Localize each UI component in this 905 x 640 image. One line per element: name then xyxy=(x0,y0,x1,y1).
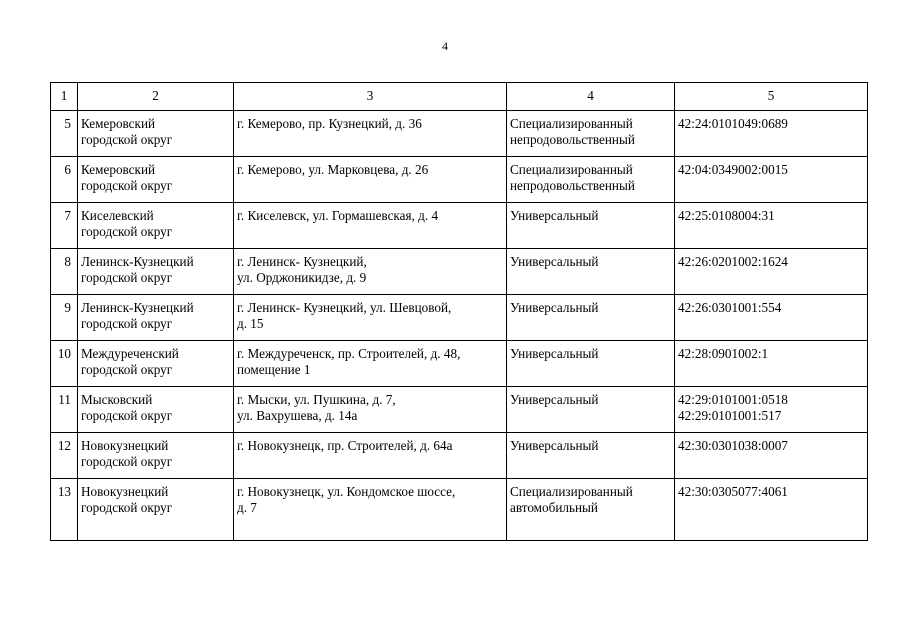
district-cell xyxy=(78,295,234,341)
cadastral-number-line: 42:04:0349002:0015 xyxy=(678,162,788,177)
market-type-cell xyxy=(507,341,675,387)
cadastral-number-line: 42:26:0201002:1624 xyxy=(678,254,788,269)
address-cell xyxy=(234,203,507,249)
cadastral-number-cell xyxy=(675,479,868,541)
district-line: Киселевский xyxy=(81,208,154,223)
row-number-cell: 7 xyxy=(51,203,78,249)
market-type-cell xyxy=(507,433,675,479)
row-number-cell: 11 xyxy=(51,387,78,433)
market-type-cell xyxy=(507,157,675,203)
header-cell: 1 xyxy=(51,83,78,111)
address-cell xyxy=(234,157,507,203)
cadastral-number-line: 42:25:0108004:31 xyxy=(678,208,775,223)
district-cell xyxy=(78,157,234,203)
markets-table xyxy=(50,82,868,541)
cadastral-number-line: 42:30:0301038:0007 xyxy=(678,438,788,453)
district-line: городской округ xyxy=(81,316,173,331)
cadastral-number-line: 42:29:0101001:517 xyxy=(678,408,782,423)
cadastral-number-line: 42:30:0305077:4061 xyxy=(678,484,788,499)
address-cell xyxy=(234,387,507,433)
district-line: Кемеровский xyxy=(81,116,156,131)
cadastral-number-line: 42:28:0901002:1 xyxy=(678,346,769,361)
address-line: г. Кемерово, пр. Кузнецкий, д. 36 xyxy=(237,116,422,131)
address-cell xyxy=(234,249,507,295)
row-number-cell: 13 xyxy=(51,479,78,541)
district-line: Новокузнецкий xyxy=(81,484,169,499)
table-row xyxy=(51,249,868,295)
market-type-line: непродовольственный xyxy=(510,178,635,193)
market-type-line: Универсальный xyxy=(510,346,599,361)
district-line: Кемеровский xyxy=(81,162,156,177)
market-type-cell xyxy=(507,249,675,295)
row-number-cell: 8 xyxy=(51,249,78,295)
district-line: городской округ xyxy=(81,224,173,239)
address-line: г. Киселевск, ул. Гормашевская, д. 4 xyxy=(237,208,439,223)
cadastral-number-line: 42:29:0101001:0518 xyxy=(678,392,788,407)
cadastral-number-cell xyxy=(675,387,868,433)
address-line: г. Новокузнецк, ул. Кондомское шоссе, xyxy=(237,484,456,499)
table-row xyxy=(51,387,868,433)
address-cell xyxy=(234,479,507,541)
market-type-line: автомобильный xyxy=(510,500,598,515)
address-line: г. Междуреченск, пр. Строителей, д. 48, xyxy=(237,346,461,361)
address-cell xyxy=(234,433,507,479)
page-number: 4 xyxy=(442,39,448,53)
market-type-line: непродовольственный xyxy=(510,132,635,147)
header-cell: 2 xyxy=(78,83,234,111)
table-row xyxy=(51,157,868,203)
cadastral-number-cell xyxy=(675,341,868,387)
table-row xyxy=(51,111,868,157)
address-line: ул. Вахрушева, д. 14а xyxy=(237,408,358,423)
table-row xyxy=(51,479,868,541)
market-type-cell xyxy=(507,387,675,433)
district-line: Ленинск-Кузнецкий xyxy=(81,254,194,269)
district-cell xyxy=(78,341,234,387)
address-line: г. Мыски, ул. Пушкина, д. 7, xyxy=(237,392,396,407)
cadastral-number-cell xyxy=(675,295,868,341)
cadastral-number-line: 42:24:0101049:0689 xyxy=(678,116,788,131)
market-type-cell xyxy=(507,111,675,157)
address-cell xyxy=(234,295,507,341)
header-cell: 5 xyxy=(675,83,868,111)
market-type-cell xyxy=(507,479,675,541)
district-cell xyxy=(78,249,234,295)
district-cell xyxy=(78,387,234,433)
market-type-line: Универсальный xyxy=(510,208,599,223)
district-cell xyxy=(78,111,234,157)
address-cell xyxy=(234,341,507,387)
market-type-line: Универсальный xyxy=(510,438,599,453)
market-type-cell xyxy=(507,203,675,249)
table-row xyxy=(51,203,868,249)
market-type-line: Специализированный xyxy=(510,162,633,177)
market-type-cell xyxy=(507,295,675,341)
cadastral-number-cell xyxy=(675,249,868,295)
cadastral-number-cell xyxy=(675,433,868,479)
cadastral-number-cell xyxy=(675,111,868,157)
district-line: городской округ xyxy=(81,408,173,423)
market-type-line: Специализированный xyxy=(510,116,633,131)
district-line: Междуреченский xyxy=(81,346,179,361)
cadastral-number-cell xyxy=(675,157,868,203)
address-line: г. Ленинск- Кузнецкий, xyxy=(237,254,367,269)
cadastral-number-cell xyxy=(675,203,868,249)
row-number-cell: 6 xyxy=(51,157,78,203)
district-cell xyxy=(78,479,234,541)
address-line: г. Новокузнецк, пр. Строителей, д. 64а xyxy=(237,438,453,453)
table-row xyxy=(51,341,868,387)
address-line: г. Кемерово, ул. Марковцева, д. 26 xyxy=(237,162,429,177)
table-row xyxy=(51,433,868,479)
district-line: городской округ xyxy=(81,454,173,469)
market-type-line: Специализированный xyxy=(510,484,633,499)
district-line: городской округ xyxy=(81,132,173,147)
table-body xyxy=(51,111,868,541)
market-type-line: Универсальный xyxy=(510,254,599,269)
district-line: Новокузнецкий xyxy=(81,438,169,453)
row-number-cell: 9 xyxy=(51,295,78,341)
address-line: д. 15 xyxy=(237,316,264,331)
district-line: городской округ xyxy=(81,362,173,377)
header-cell: 4 xyxy=(507,83,675,111)
address-cell xyxy=(234,111,507,157)
district-cell xyxy=(78,433,234,479)
cadastral-number-line: 42:26:0301001:554 xyxy=(678,300,782,315)
row-number-cell: 12 xyxy=(51,433,78,479)
market-type-line: Универсальный xyxy=(510,300,599,315)
district-line: Ленинск-Кузнецкий xyxy=(81,300,194,315)
address-line: г. Ленинск- Кузнецкий, ул. Шевцовой, xyxy=(237,300,452,315)
header-cell: 3 xyxy=(234,83,507,111)
address-line: ул. Орджоникидзе, д. 9 xyxy=(237,270,367,285)
district-cell xyxy=(78,203,234,249)
market-type-line: Универсальный xyxy=(510,392,599,407)
row-number-cell: 10 xyxy=(51,341,78,387)
table-header-row xyxy=(51,83,868,111)
district-line: городской округ xyxy=(81,270,173,285)
row-number-cell: 5 xyxy=(51,111,78,157)
address-line: помещение 1 xyxy=(237,362,311,377)
district-line: городской округ xyxy=(81,178,173,193)
address-line: д. 7 xyxy=(237,500,257,515)
district-line: Мысковский xyxy=(81,392,153,407)
district-line: городской округ xyxy=(81,500,173,515)
table-row xyxy=(51,295,868,341)
